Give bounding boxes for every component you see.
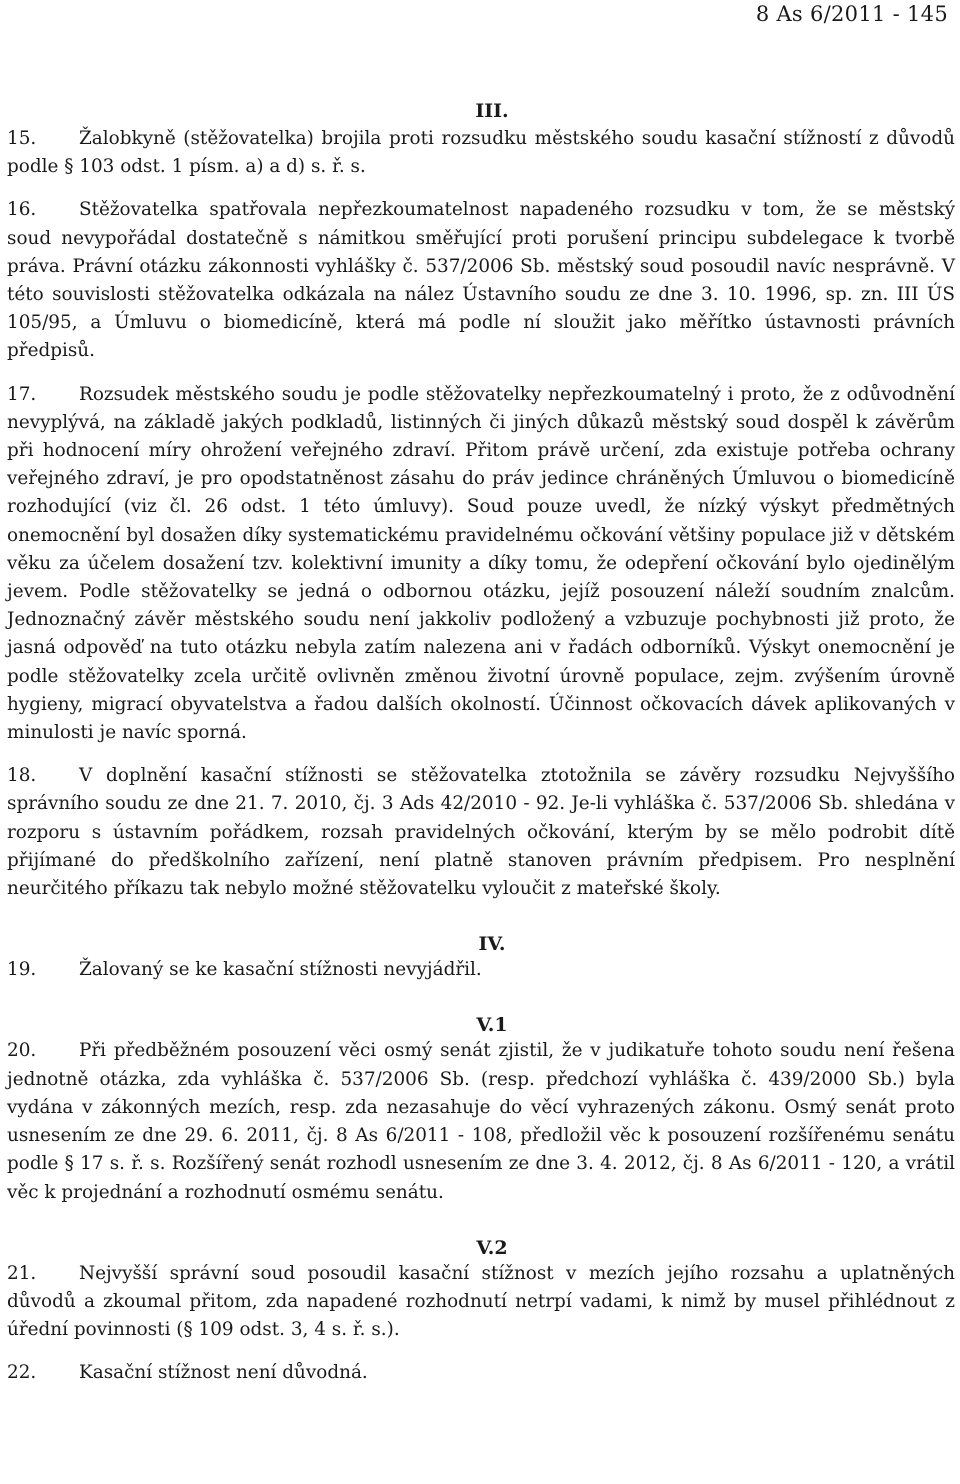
paragraph-22 bbox=[7, 1359, 955, 1387]
section-heading-iv: IV. bbox=[478, 933, 506, 956]
paragraph-number: 21. bbox=[7, 1262, 37, 1284]
paragraph-text: Žalobkyně (stěžovatelka) brojila proti rozsudku městského soudu kasační stížností z důvodů podle § 103 odst. 1 písm. a) a d) s. ř. s. bbox=[7, 128, 955, 178]
paragraph-number: 18. bbox=[7, 765, 37, 787]
case-number-header: 8 As 6/2011 - 145 bbox=[755, 2, 948, 26]
paragraph-text: Žalovaný se ke kasační stížnosti nevyjádřil. bbox=[79, 959, 482, 981]
paragraph-number: 15. bbox=[7, 128, 37, 149]
paragraph-text: Při předběžném posouzení věci osmý senát zjistil, že v judikatuře tohoto soudu není řešena jednotně otázka, zda vyhláška č. 537/2006 Sb. (resp. předchozí vyhláška č. 439/2000 Sb.) byla vydána v zákonných mezích, resp. zda nezasahuje do věcí vyhrazených zákonu. Osmý senát proto usnesením ze dne 29. 6. 2011, čj. 8 As 6/2011 - 108, předložil věc k posouzení rozšířenému senátu podle § 17 s. ř. s. Rozšířený senát rozhodl usnesením ze dne 3. 4. 2012, čj. 8 As 6/2011 - 120, a vrátil věc k projednání a rozhodnutí osmému senátu. bbox=[7, 1040, 955, 1203]
document-body bbox=[7, 99, 955, 1388]
section-heading-v2: V.2 bbox=[476, 1236, 508, 1259]
paragraph-15 bbox=[7, 125, 955, 181]
paragraph-19 bbox=[7, 956, 955, 984]
paragraph-text: Stěžovatelka spatřovala nepřezkoumatelnost napadeného rozsudku v tom, že se městský soud nevypořádal dostatečně s námitkou směřující proti porušení principu subdelegace k tvorbě práva. Právní otázku zákonnosti vyhlášky č. 537/2006 Sb. městský soud posoudil navíc nesprávně. V této souvislosti stěžovatelka odkázala na nález Ústavního soudu ze dne 3. 10. 1996, sp. zn. III ÚS 105/95, a Úmluvu o biomedicíně, která má podle ní sloužit jako měřítko ústavnosti právních předpisů. bbox=[7, 199, 955, 362]
paragraph-21 bbox=[7, 1260, 955, 1345]
paragraph-text: V doplnění kasační stížnosti se stěžovatelka ztotožnila se závěry rozsudku Nejvyššího správního soudu ze dne 21. 7. 2010, čj. 3 Ads 42/2010 - 92. Je-li vyhláška č. 537/2006 Sb. shledána v rozporu s ústavním pořádkem, rozsah pravidelných očkování, kterým by se mělo podrobit dítě přijímané do předškolního zařízení, není platně stanoven právním předpisem. Pro nesplnění neurčitého příkazu tak nebylo možné stěžovatelku vyloučit z mateřské školy. bbox=[7, 765, 955, 900]
paragraph-text: Nejvyšší správní soud posoudil kasační stížnost v mezích jejího rozsahu a uplatněných důvodů a zkoumal přitom, zda napadené rozhodnutí netrpí vadami, k nimž by musel přihlédnout z úřední povinnosti (§ 109 odst. 3, 4 s. ř. s.). bbox=[7, 1262, 955, 1341]
paragraph-number: 22. bbox=[7, 1362, 37, 1384]
paragraph-number: 17. bbox=[7, 383, 37, 405]
section-heading-iii: III. bbox=[475, 100, 509, 122]
paragraph-17 bbox=[7, 381, 955, 748]
paragraph-number: 19. bbox=[7, 959, 37, 981]
paragraph-20 bbox=[7, 1037, 955, 1206]
paragraph-16 bbox=[7, 196, 955, 365]
paragraph-text: Rozsudek městského soudu je podle stěžovatelky nepřezkoumatelný i proto, že z odůvodnění nevyplývá, na základě jakých podkladů, listinných či jiných důkazů městský soud dospěl k závěrům při hodnocení míry ohrožení veřejného zdraví. Přitom právě určení, zda existuje potřeba ochrany veřejného zdraví, je pro opodstatněnost zásahu do práv jedince chráněných Úmluvou o biomedicíně rozhodující (viz čl. 26 odst. 1 této úmluvy). Soud pouze uvedl, že nízký výskyt předmětných onemocnění byl dosažen díky systematickému pravidelnému očkování většiny populace již v dětském věku za účelem dosažení tzv. kolektivní imunity a díky tomu, že odepření očkování bylo ojedinělým jevem. Podle stěžovatelky se jedná o odbornou otázku, jejíž posouzení náleží soudním znalcům. Jednoznačný závěr městského soudu není jakkoliv podložený a vzbuzuje pochybnosti již proto, že jasná odpověď na tuto otázku nebyla zatím nalezena ani v řadách odborníků. Výskyt onemocnění je podle stěžovatelky zcela určitě ovlivněn změnou životní úrovně populace, zejm. zvýšením úrovně hygieny, migrací obyvatelstva a řadou dalších okolností. Účinnost očkovacích dávek aplikovaných v minulosti je navíc sporná. bbox=[7, 383, 955, 744]
paragraph-18 bbox=[7, 762, 955, 903]
paragraph-text: Kasační stížnost není důvodná. bbox=[79, 1362, 368, 1384]
section-heading-v1: V.1 bbox=[476, 1014, 508, 1037]
paragraph-number: 20. bbox=[7, 1040, 37, 1062]
paragraph-number: 16. bbox=[7, 199, 37, 221]
